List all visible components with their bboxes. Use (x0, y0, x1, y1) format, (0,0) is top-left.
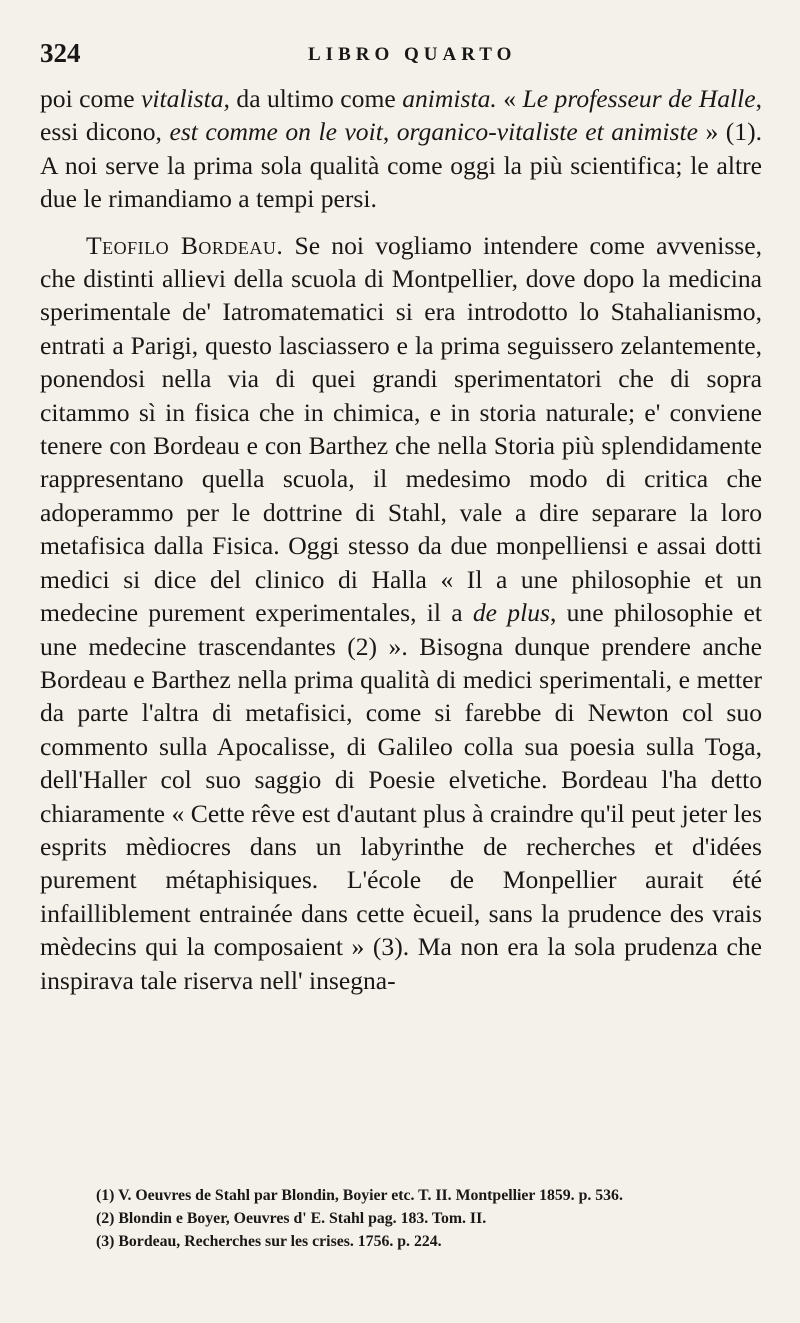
footnotes (40, 1184, 762, 1253)
text-segment: , essi dicono, (40, 84, 763, 147)
paragraph-2 (40, 229, 762, 997)
text-segment: , (382, 117, 397, 147)
italic-segment: Le professeur de Halle (522, 84, 756, 113)
section-name: Teofilo Bordeau. (86, 230, 284, 260)
footnote-1: (1) V. Oeuvres de Stahl par Blondin, Boyier etc. T. II. Montpellier 1859. p. 536. (96, 1187, 623, 1204)
page-number: 324 (40, 38, 81, 68)
italic-segment: organico-vitaliste et animiste (396, 117, 698, 147)
italic-segment: de plus (472, 598, 550, 628)
italic-segment: animista. (402, 84, 497, 113)
main-text (40, 82, 762, 997)
footnote-3: (3) Bordeau, Recherches sur les crises. 1756. p. 224. (96, 1233, 442, 1250)
italic-segment: est comme on le voit (169, 117, 383, 147)
text-segment: » (1). A noi serve la prima sola qualità come oggi la più scientifica; le altre due le rimandiamo a tempi persi. (40, 117, 763, 214)
text-segment: da ultimo come (229, 84, 403, 113)
page-header (40, 38, 762, 78)
text-segment: , une philosophie et une medecine trascendantes (2) ». Bisogna dunque prendere anche Bordeau e Barthez nella prima qualità di medici sperimentali, e metter da parte l'altra di metafisici, come si farebbe di Newton col suo commento sulla Apocalisse, di Galileo colla sua poesia sulla Toga, dell'Haller col suo saggio di Poesie elvetiche. Bordeau l'ha detto chiaramente « Cette rêve est d'autant plus à craindre qu'il peut jeter les esprits mèdiocres dans un labyrinthe de recherches et d'idées purement métaphisiques. L'école de Monpellier aurait été infailliblement entrainée dans cette ècueil, sans la prudence des vrais mèdecins qui la composaient » (3). Ma non era la sola prudenza che inspirava tale riserva nell' insegna- (40, 598, 762, 995)
footnote-2: (2) Blondin e Boyer, Oeuvres d' E. Stahl pag. 183. Tom. II. (96, 1210, 487, 1227)
running-title: LIBRO QUARTO (308, 44, 517, 65)
italic-segment: vitalista, (141, 84, 230, 113)
text-segment: poi come (40, 84, 142, 113)
paragraph-1 (40, 82, 762, 216)
text-segment: Se noi vogliamo intendere come avvenisse, che distinti allievi della scuola di Montpellier, dove dopo la medicina sperimentale de' Iatromatematici si era introdotto lo Stahalianismo, entrati a Parigi, questo lasciassero e la prima seguissero zelantemente, ponendosi nella via di quei grandi sperimentatori che di sopra citammo sì in fisica che in chimica, e in storia naturale; e' conviene tenere con Bordeau e con Barthez che nella Storia più splendidamente rappresentano quella scuola, il medesimo modo di critica che adoperammo per le dottrine di Stahl, vale a dire separare la loro metafisica dalla Fisica. Oggi stesso da due monpelliensi e assai dotti medici si dice del clinico di Halla « Il a une philosophie et un medecine purement experimentales, il a (40, 230, 762, 628)
text-segment: « (496, 84, 523, 113)
